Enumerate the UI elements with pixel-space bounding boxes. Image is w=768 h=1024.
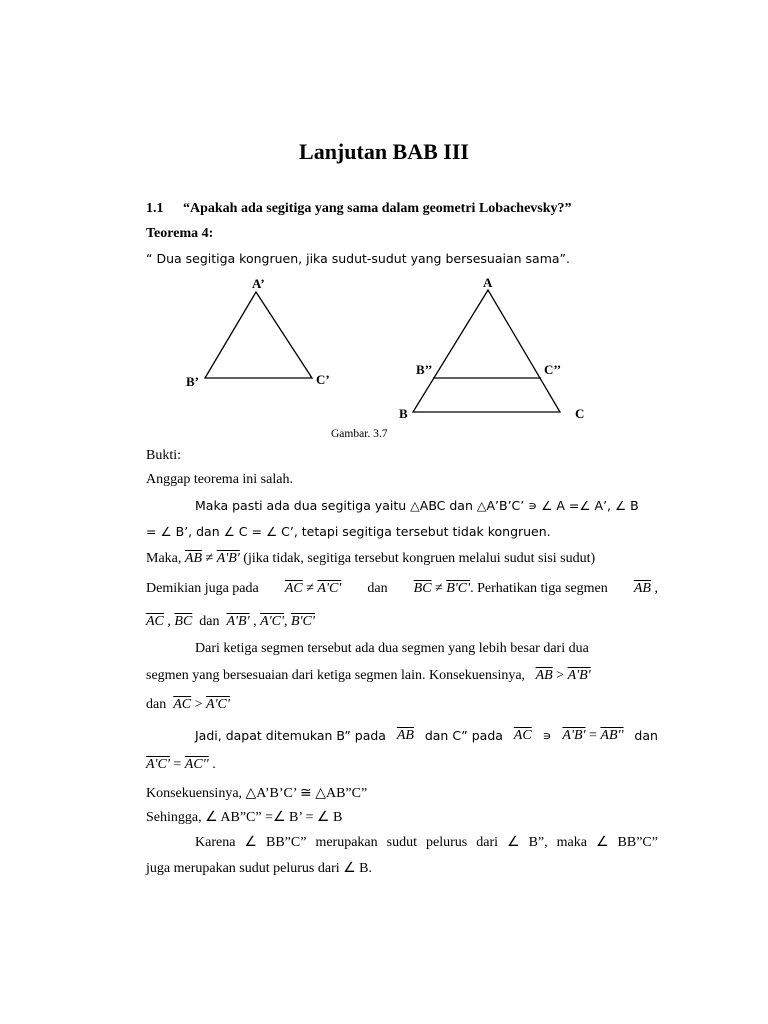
segment-ac2: AC'': [184, 757, 209, 772]
segment-ac-4: $\overline{AC}$: [513, 728, 532, 743]
p8-prefix: dan: [146, 697, 167, 712]
neq-symbol: ≠: [431, 581, 447, 596]
proof-heading: Bukti:: [146, 448, 182, 463]
segment-a1c1-4: A'C': [146, 757, 170, 772]
eq-symbol: =: [585, 728, 601, 743]
p3-suffix: (jika tidak, segitiga tersebut kongruen melalui sudut sisi sudut): [239, 551, 596, 566]
proof-line-9: [195, 728, 658, 744]
page-title: Lanjutan BAB III: [299, 139, 469, 164]
segment-ab-4: $\overline{AB}$: [396, 728, 414, 743]
proof-line-2b: = ∠ B’, dan ∠ C = ∠ C’, tetapi segitiga tersebut tidak kongruen.: [146, 524, 551, 539]
segment-ab-2: $\overline{AB}$: [633, 581, 651, 596]
segment-ac-3: $\overline{AC}$: [173, 697, 192, 712]
segment-a1c1-3: A'C': [206, 697, 230, 712]
figure-caption: Gambar. 3.7: [331, 428, 388, 440]
p4-prefix: Demikian juga pada: [146, 581, 259, 596]
p7-prefix: segmen yang bersesuaian dari ketiga segmen lain. Konsekuensinya,: [146, 668, 526, 683]
segment-ab2: AB'': [600, 728, 624, 743]
p4-suffix: . Perhatikan tiga segmen: [470, 581, 608, 596]
proof-line-5: $\overline{AC}$ , $\overline{BC}$ dan A'B' , A'C', B'C': [146, 614, 315, 629]
triangle-abc: [413, 290, 560, 412]
p4-dan: dan: [367, 581, 388, 596]
theorem-statement: “ Dua segitiga kongruen, jika sudut-sudut yang bersesuaian sama”.: [146, 251, 571, 266]
p9-suffix: dan: [634, 728, 658, 743]
label-c-double-prime: C’’: [544, 362, 562, 377]
p9-mid: dan C” pada: [424, 728, 503, 743]
proof-line-13: Karena ∠ BB”C” merupakan sudut pelurus dari ∠ B”, maka ∠ BB”C”: [195, 835, 658, 850]
label-a: A: [483, 275, 493, 290]
eq-symbol: =: [169, 757, 185, 772]
label-c-prime: C’: [316, 372, 330, 387]
proof-line-7: [146, 668, 591, 684]
segment-a1b1-3: A'B': [567, 668, 591, 683]
label-a-prime: A’: [252, 276, 265, 291]
segment-b1c1: B'C': [446, 581, 471, 596]
proof-line-10: A'C' = AC'' .: [146, 757, 216, 772]
segment-ac: $\overline{AC}$: [284, 581, 303, 596]
proof-line-2a: Maka pasti ada dua segitiga yaitu △ABC dan △A’B’C’ ∍ ∠ A =∠ A’, ∠ B: [195, 498, 639, 513]
segment-a1c1: A'C': [317, 581, 342, 596]
proof-line-11: Konsekuensinya, △A’B’C’ ≅ △AB”C”: [146, 786, 368, 801]
segment-ac-2: $\overline{AC}$: [146, 614, 164, 629]
segment-b1c1-2: B'C': [290, 614, 315, 629]
segment-a1b1-2: A'B': [226, 614, 250, 629]
gt-symbol: >: [191, 697, 207, 712]
p3-prefix: Maka,: [146, 551, 182, 566]
proof-line-1: Anggap teorema ini salah.: [146, 472, 293, 487]
proof-line-8: [146, 697, 230, 713]
label-b-double-prime: B’’: [416, 362, 433, 377]
segment-ab-3: $\overline{AB}$: [535, 668, 553, 683]
p5-dan: dan: [199, 614, 220, 629]
p9-prefix: Jadi, dapat ditemukan B” pada: [195, 728, 386, 743]
proof-line-14: juga merupakan sudut pelurus dari ∠ B.: [146, 861, 373, 876]
segment-ab: $\overline{AB}$: [184, 551, 202, 566]
segment-a1b1: A'B': [216, 551, 240, 566]
such-that-symbol: ∍: [542, 728, 552, 743]
gt-symbol: >: [552, 668, 568, 683]
triangle-a-prime: [205, 292, 312, 378]
segment-bc: $\overline{BC}$: [413, 581, 432, 596]
neq-symbol: ≠: [302, 581, 318, 596]
proof-line-6: Dari ketiga segmen tersebut ada dua segmen yang lebih besar dari dua: [195, 641, 589, 656]
segment-bc-2: $\overline{BC}$: [174, 614, 193, 629]
neq-symbol: ≠: [202, 551, 217, 566]
segment-a1c1-2: A'C': [260, 614, 284, 629]
label-b: B: [399, 406, 408, 421]
proof-line-4: Demikian juga pada $\overline{AC} \ne A'C'$ dan $\overline{BC} \ne B'C'$. Perhatikan tiga segmen $\overline{AB}$ ,: [146, 581, 658, 596]
proof-line-3: [146, 551, 595, 567]
proof-line-12: Sehingga, ∠ AB”C” =∠ B’ = ∠ B: [146, 810, 343, 825]
theorem-label: Teorema 4:: [146, 226, 214, 241]
section-number: 1.1: [146, 201, 164, 216]
label-c: C: [575, 406, 585, 421]
section-heading: “Apakah ada segitiga yang sama dalam geometri Lobachevsky?”: [183, 201, 572, 216]
label-b-prime: B’: [186, 374, 199, 389]
segment-a1b1-4: A'B': [562, 728, 586, 743]
